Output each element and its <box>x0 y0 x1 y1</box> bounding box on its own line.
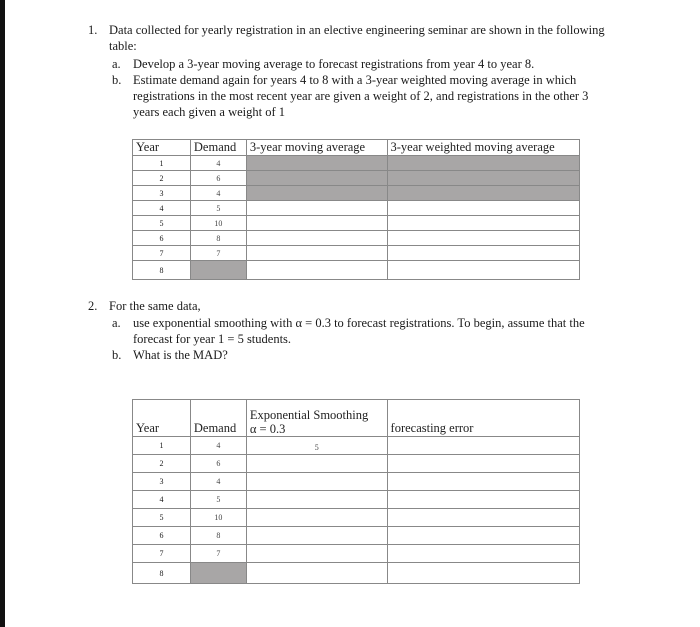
weighted-average-cell-shaded <box>387 156 580 171</box>
part-b-label: b. <box>112 348 122 362</box>
demand-cell: 5 <box>190 491 246 509</box>
year-cell: 1 <box>133 437 191 455</box>
table-header-row <box>133 140 580 156</box>
demand-cell: 7 <box>190 246 246 261</box>
table-header-row <box>133 400 580 437</box>
demand-cell: 6 <box>190 171 246 186</box>
moving-average-cell[interactable] <box>246 246 387 261</box>
weighted-average-cell-shaded <box>387 171 580 186</box>
left-edge-bar <box>0 0 5 627</box>
year-cell: 7 <box>133 246 191 261</box>
table-row <box>133 527 580 545</box>
table-row <box>133 156 580 171</box>
question-1-text-line1: Data collected for yearly registration in an elective engineering seminar are shown in the following <box>109 23 605 37</box>
moving-average-cell[interactable] <box>246 261 387 280</box>
year-cell: 2 <box>133 171 191 186</box>
demand-cell: 4 <box>190 437 246 455</box>
demand-cell: 5 <box>190 201 246 216</box>
error-cell[interactable] <box>387 563 579 584</box>
part-a-text: Develop a 3-year moving average to forecast registrations from year 4 to year 8. <box>133 57 535 71</box>
header-weighted-moving-average: 3-year weighted moving average <box>387 140 580 156</box>
error-cell[interactable] <box>387 491 579 509</box>
table-row <box>133 216 580 231</box>
error-cell[interactable] <box>387 527 579 545</box>
question-2-part-a <box>112 315 612 347</box>
demand-cell: 6 <box>190 455 246 473</box>
forecast-cell[interactable] <box>246 545 387 563</box>
exponential-smoothing-table <box>132 399 580 584</box>
table-row <box>133 545 580 563</box>
weighted-average-cell[interactable] <box>387 201 580 216</box>
header-year: Year <box>133 140 191 156</box>
part-b-line3: years each given a weight of 1 <box>133 105 286 119</box>
header-moving-average: 3-year moving average <box>246 140 387 156</box>
part-b-line1: Estimate demand again for years 4 to 8 with a 3-year weighted moving average in which <box>133 73 577 87</box>
header-exponential-smoothing <box>246 400 387 437</box>
part-a-label: a. <box>112 316 121 330</box>
forecast-cell[interactable] <box>246 563 387 584</box>
question-1-part-a <box>112 56 612 72</box>
forecast-cell[interactable] <box>246 491 387 509</box>
moving-average-cell[interactable] <box>246 231 387 246</box>
header-forecasting-error: forecasting error <box>387 400 579 437</box>
table-row <box>133 473 580 491</box>
header-demand: Demand <box>190 140 246 156</box>
year-cell: 4 <box>133 201 191 216</box>
forecast-cell[interactable] <box>246 527 387 545</box>
year-cell: 1 <box>133 156 191 171</box>
question-2-part-b <box>112 347 412 363</box>
weighted-average-cell[interactable] <box>387 261 580 280</box>
year-cell: 7 <box>133 545 191 563</box>
error-cell[interactable] <box>387 437 579 455</box>
year-cell: 5 <box>133 509 191 527</box>
demand-cell: 8 <box>190 231 246 246</box>
year-cell: 5 <box>133 216 191 231</box>
table-row <box>133 186 580 201</box>
table-row <box>133 171 580 186</box>
error-cell[interactable] <box>387 455 579 473</box>
year-cell: 2 <box>133 455 191 473</box>
table-row <box>133 563 580 584</box>
moving-average-cell[interactable] <box>246 201 387 216</box>
table-row <box>133 261 580 280</box>
table-row <box>133 455 580 473</box>
year-cell: 8 <box>133 261 191 280</box>
question-2-number: 2. <box>88 299 98 313</box>
question-1-number: 1. <box>88 23 98 37</box>
error-cell[interactable] <box>387 545 579 563</box>
demand-cell-shaded <box>190 563 246 584</box>
moving-average-cell[interactable] <box>246 216 387 231</box>
demand-cell: 7 <box>190 545 246 563</box>
table-row <box>133 231 580 246</box>
error-cell[interactable] <box>387 509 579 527</box>
moving-average-cell-shaded <box>246 156 387 171</box>
question-1-part-b <box>112 72 627 120</box>
part-a-line2: forecast for year 1 = 5 students. <box>133 332 292 346</box>
moving-average-cell-shaded <box>246 171 387 186</box>
year-cell: 8 <box>133 563 191 584</box>
header-smoothing-line2: α = 0.3 <box>249 422 286 436</box>
question-1-text-line2: table: <box>109 39 137 53</box>
header-smoothing-line1: Exponential Smoothing <box>249 408 369 422</box>
weighted-average-cell[interactable] <box>387 216 580 231</box>
table-row <box>133 246 580 261</box>
demand-cell: 8 <box>190 527 246 545</box>
part-a-label: a. <box>112 57 121 71</box>
weighted-average-cell[interactable] <box>387 246 580 261</box>
question-2-text: For the same data, <box>109 299 201 313</box>
year-cell: 3 <box>133 186 191 201</box>
forecast-cell[interactable]: 5 <box>246 437 387 455</box>
demand-cell: 10 <box>190 216 246 231</box>
moving-average-cell-shaded <box>246 186 387 201</box>
demand-cell: 4 <box>190 186 246 201</box>
part-b-label: b. <box>112 73 122 87</box>
demand-cell-shaded <box>190 261 246 280</box>
table-row <box>133 437 580 455</box>
table-row <box>133 491 580 509</box>
forecast-cell[interactable] <box>246 455 387 473</box>
header-year: Year <box>133 400 191 437</box>
header-demand: Demand <box>190 400 246 437</box>
weighted-average-cell[interactable] <box>387 231 580 246</box>
year-cell: 6 <box>133 527 191 545</box>
question-2 <box>88 298 588 314</box>
part-a-line1: use exponential smoothing with α = 0.3 to forecast registrations. To begin, assume that the <box>133 316 585 330</box>
year-cell: 4 <box>133 491 191 509</box>
year-cell: 6 <box>133 231 191 246</box>
error-cell[interactable] <box>387 473 579 491</box>
demand-cell: 4 <box>190 156 246 171</box>
demand-cell: 4 <box>190 473 246 491</box>
demand-cell: 10 <box>190 509 246 527</box>
table-row <box>133 509 580 527</box>
part-b-text: What is the MAD? <box>133 348 228 362</box>
moving-average-table <box>132 139 580 280</box>
weighted-average-cell-shaded <box>387 186 580 201</box>
forecast-cell[interactable] <box>246 473 387 491</box>
part-b-line2: registrations in the most recent year are given a weight of 2, and registrations in the other 3 <box>133 89 589 103</box>
forecast-cell[interactable] <box>246 509 387 527</box>
table-row <box>133 201 580 216</box>
year-cell: 3 <box>133 473 191 491</box>
